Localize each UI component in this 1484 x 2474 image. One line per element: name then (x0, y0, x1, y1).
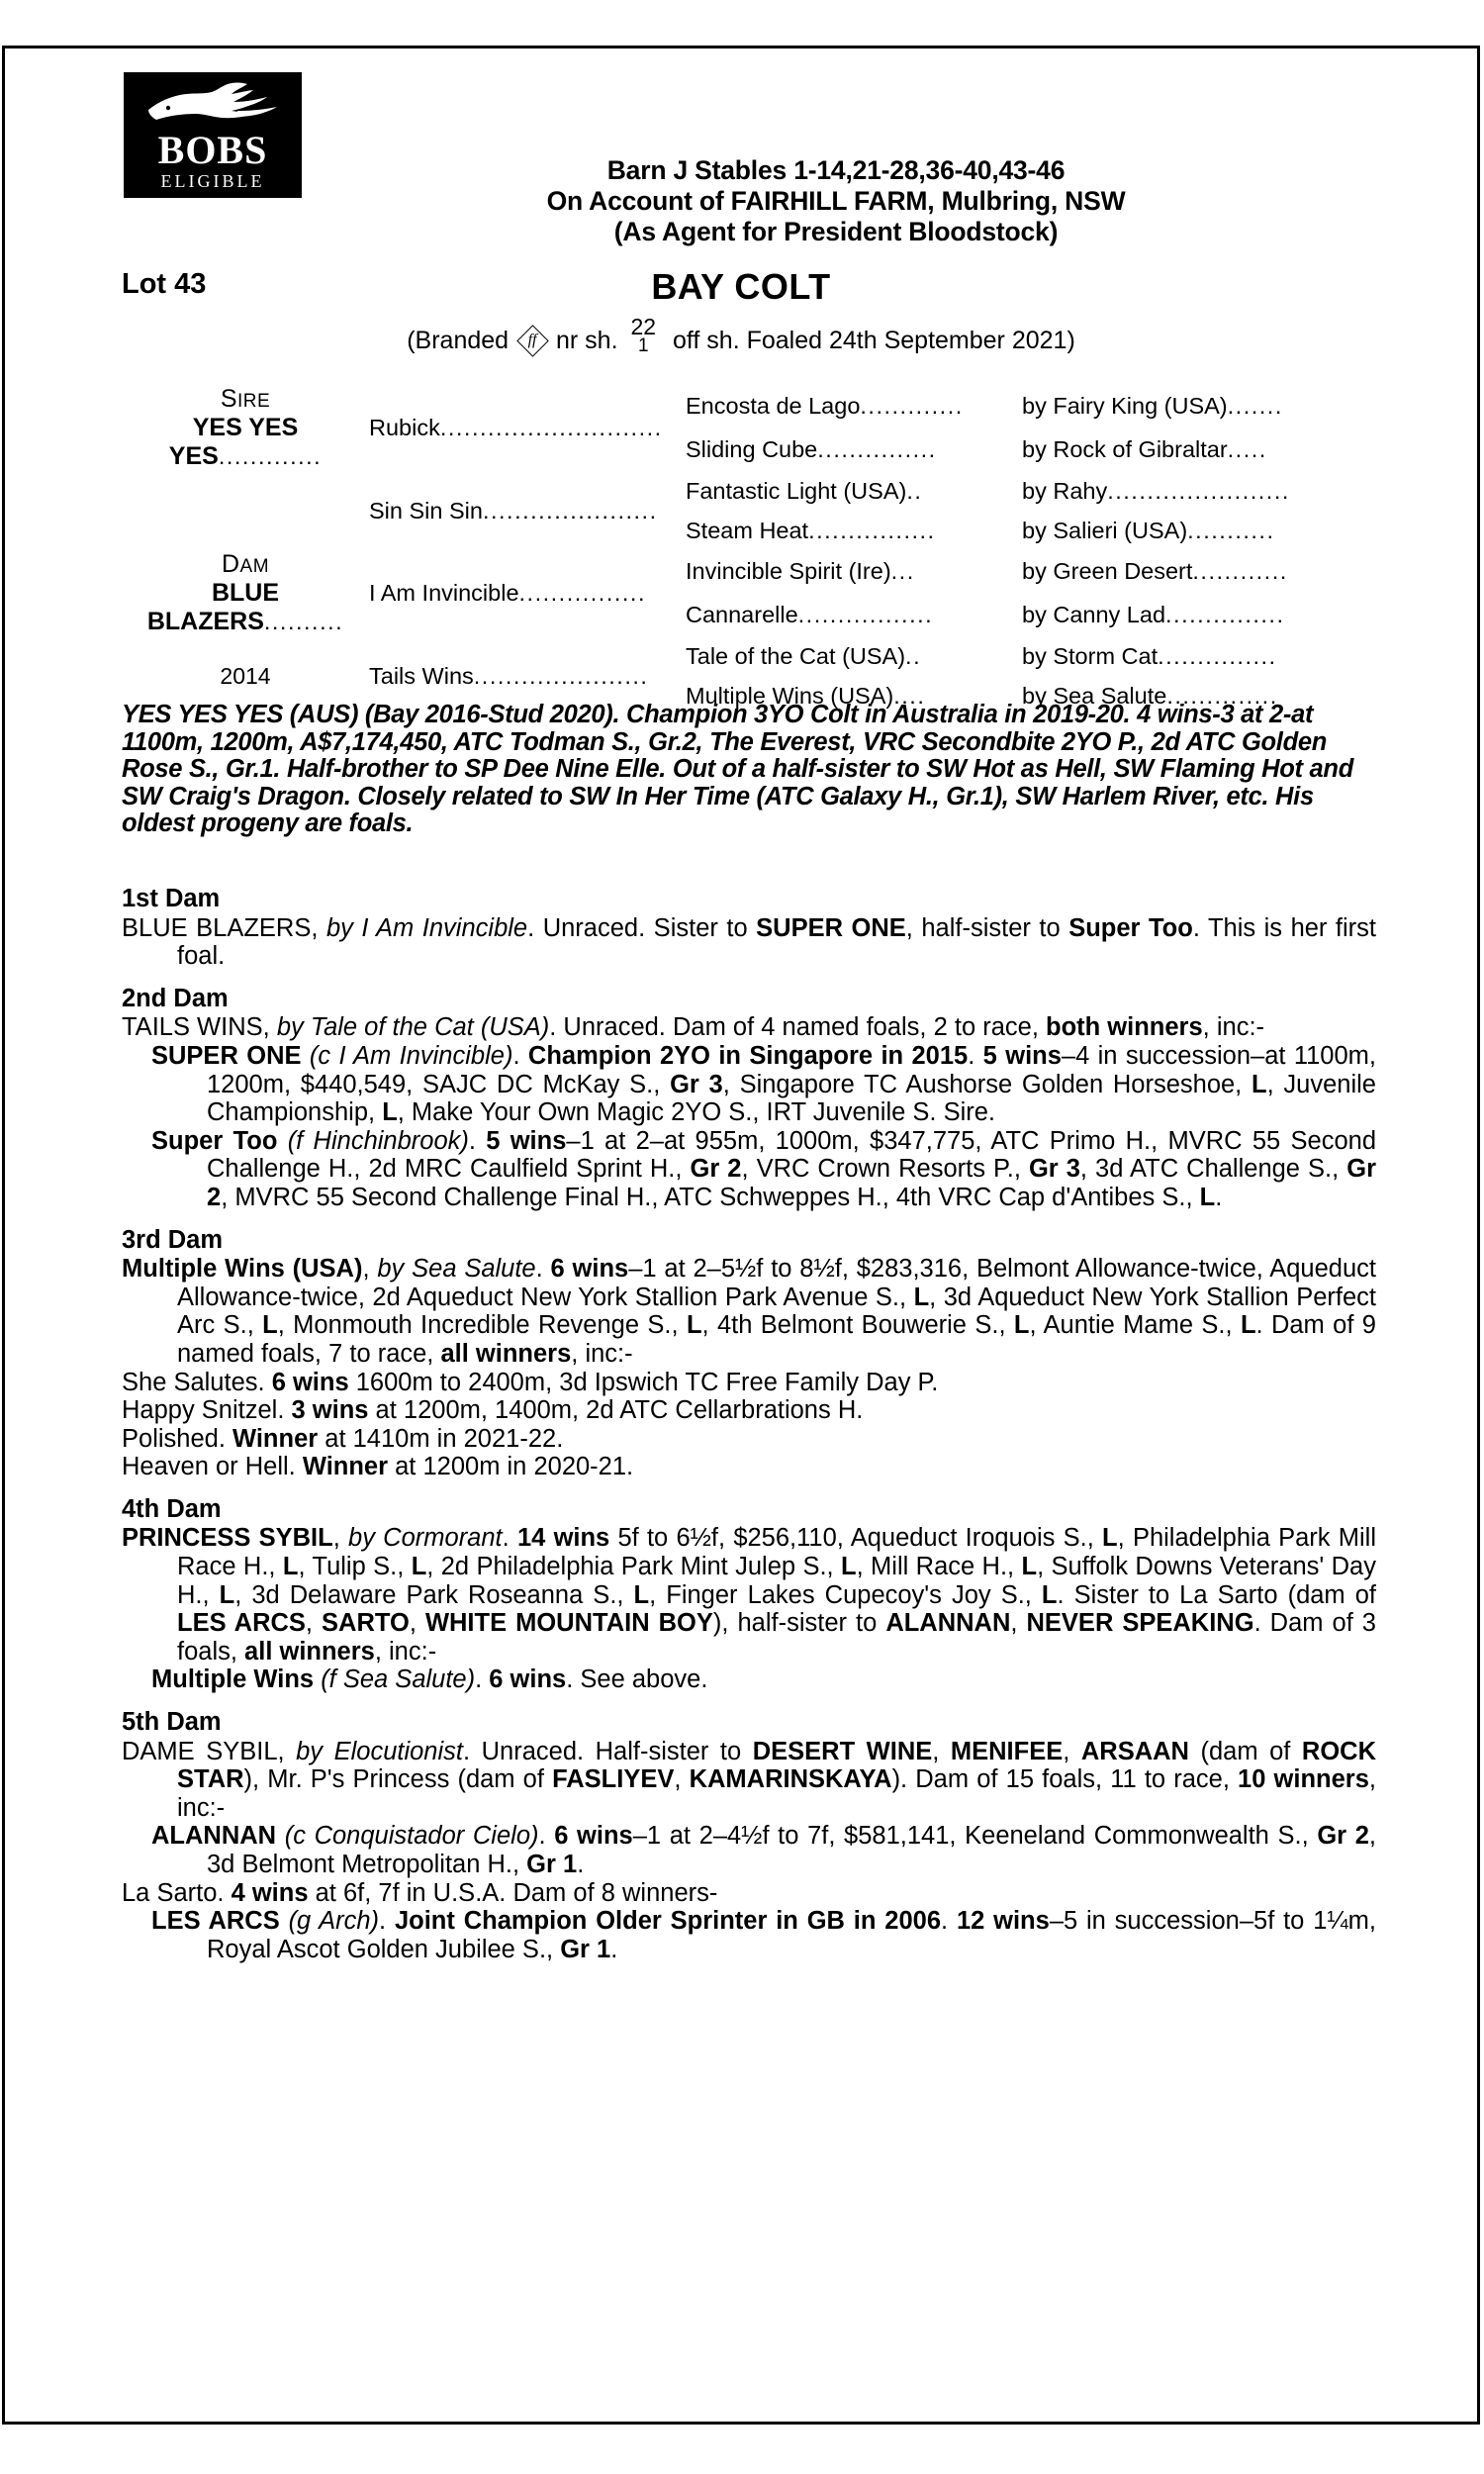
gen3-bydots-1: ....... (1227, 393, 1283, 420)
emphasis-bold: 5 wins (486, 1126, 567, 1155)
brand-prefix: (Branded (407, 327, 510, 354)
text-run: . Dam of 9 named foals, 7 to race, (177, 1311, 1376, 1368)
pedigree-entry (122, 1042, 1376, 1127)
gen2-dots-1: ............................ (439, 415, 663, 440)
emphasis-bold: L (1102, 1524, 1118, 1553)
text-run: , Philadelphia Park Mill Race H., (177, 1524, 1377, 1581)
emphasis-italic: (c I Am Invincible) (309, 1041, 513, 1070)
bobs-logo-word: BOBS (157, 128, 268, 172)
emphasis-bold: 6 wins (554, 1822, 633, 1851)
pedigree-entry (122, 1127, 1376, 1212)
text-run: 5f to 6½f, $256,110, Aqueduct Iroquois S., (609, 1524, 1103, 1553)
emphasis-bold: L (686, 1311, 702, 1340)
gen3-name-2: Sliding Cube (686, 435, 818, 462)
page-header (5, 62, 1477, 246)
gen2-cell-1 (369, 385, 686, 471)
text-run: at 1410m in 2021-22. (318, 1424, 564, 1453)
text-run: , (332, 1524, 349, 1553)
emphasis-bold: 12 wins (956, 1907, 1050, 1936)
text-run: , (1063, 1737, 1081, 1765)
emphasis-bold: 6 wins (489, 1665, 567, 1694)
gen3-dots-5: ... (890, 558, 915, 585)
gen3-by-cell-4 (1022, 511, 1378, 550)
text-run: –1 at 2–5½f to 8½f, $283,316, Belmont Allowance-twice, Aqueduct Allowance-twice, 2d Aqueduct New York Stallion Park Avenue S., (177, 1255, 1376, 1311)
gen3-name-7: Tale of the Cat (USA) (686, 642, 906, 669)
emphasis-bold: Gr 3 (670, 1070, 723, 1098)
emphasis-bold: Gr 3 (1028, 1155, 1080, 1184)
gen3-name-3: Fantastic Light (USA) (686, 477, 907, 504)
emphasis-bold: ROCK STAR (177, 1737, 1377, 1794)
gen3-by-cell-2 (1022, 428, 1378, 472)
text-run: . (475, 1665, 490, 1694)
emphasis-bold: L (1199, 1183, 1216, 1211)
gen3-dots-6: ................. (797, 601, 934, 627)
pedigree-entry (122, 1524, 1376, 1665)
gen3-dots-3: .. (906, 477, 923, 504)
gen3-cell-1 (686, 385, 1022, 428)
emphasis-bold: Gr 2 (1317, 1822, 1369, 1851)
text-run: , inc:- (374, 1637, 437, 1665)
text-run: , MVRC 55 Second Challenge Final H., ATC Schweppes H., 4th VRC Cap d'Antibes S., (221, 1183, 1200, 1211)
text-run: , Auntie Mame S., (1029, 1311, 1241, 1340)
emphasis-bold: WHITE MOUNTAIN BOY (424, 1609, 713, 1638)
brand-numerator: 22 (630, 314, 657, 339)
sire-name: YES YES YES (168, 414, 299, 470)
pedigree-entry (122, 1425, 1376, 1454)
text-run: (dam of (1188, 1737, 1302, 1765)
gen3-by-cell-3 (1022, 471, 1378, 511)
text-run: . Unraced. Dam of 4 named foals, 2 to race, (549, 1013, 1046, 1042)
text-run: La Sarto. (122, 1878, 232, 1907)
gen3-by-1: by Fairy King (USA) (1022, 393, 1228, 420)
pedigree-entry (122, 1013, 1376, 1042)
emphasis-bold: L (1240, 1311, 1256, 1340)
emphasis-italic: (c Conquistador Cielo) (284, 1822, 539, 1851)
gen3-bydots-8: .............. (1166, 682, 1278, 709)
text-run: . (1215, 1183, 1223, 1211)
brand-mid: nr sh. (555, 327, 618, 354)
gen3-cell-7 (686, 636, 1022, 676)
gen3-bydots-2: ..... (1227, 435, 1267, 462)
emphasis-bold: Multiple Wins (USA) (122, 1255, 363, 1284)
text-run: –1 at 2–4½f to 7f, $581,141, Keeneland Commonwealth S., (632, 1822, 1318, 1851)
gen2-name-2: Sin Sin Sin (369, 497, 483, 523)
gen3-by-cell-6 (1022, 594, 1378, 637)
text-run: , inc:- (571, 1339, 633, 1368)
pedigree-entry (122, 1369, 1376, 1397)
text-run: , Mill Race H., (856, 1553, 1022, 1581)
dam-label: DAM (221, 550, 270, 578)
text-run: TAILS WINS, (122, 1013, 277, 1042)
emphasis-bold: ALANNAN (151, 1822, 285, 1851)
pedigree-entry (122, 1822, 1376, 1878)
text-run: at 1200m in 2020-21. (388, 1453, 634, 1481)
emphasis-bold: all winners (440, 1339, 572, 1368)
emphasis-bold: NEVER SPEAKING (1026, 1609, 1254, 1638)
text-run: , (1010, 1609, 1027, 1638)
gen2-name-1: Rubick (369, 415, 440, 440)
gen3-bydots-7: ............... (1158, 642, 1277, 669)
emphasis-bold: L (633, 1580, 650, 1609)
pedigree-entry (122, 1879, 1376, 1908)
emphasis-italic: by Cormorant (348, 1524, 503, 1553)
emphasis-bold: Multiple Wins (151, 1665, 322, 1694)
vendor-details (302, 155, 1370, 247)
text-run: DAME SYBIL, (122, 1737, 297, 1765)
pedigree-entry (122, 1255, 1376, 1368)
text-run: , (305, 1609, 323, 1638)
catalogue-page (2, 46, 1480, 2425)
text-run: . (468, 1126, 487, 1155)
gen2-dots-3: ................ (518, 580, 646, 606)
text-run: , (362, 1255, 378, 1284)
gen2-dots-4: ...................... (473, 662, 649, 689)
agent-line: (As Agent for President Bloodstock) (613, 217, 1059, 246)
text-run: , (932, 1737, 951, 1765)
text-run: . (535, 1255, 551, 1284)
dam-heading: 5th Dam (122, 1708, 222, 1737)
gen3-dots-2: ............... (817, 435, 937, 462)
emphasis-bold: PRINCESS SYBIL (122, 1524, 333, 1553)
text-run: –4 in succession–at 1100m, 1200m, $440,549, SAJC DC McKay S., (207, 1041, 1376, 1098)
gen3-by-6: by Canny Lad (1022, 601, 1166, 627)
text-run: , Singapore TC Aushorse Golden Horseshoe, (722, 1070, 1252, 1098)
text-run: . This is her first foal. (177, 913, 1377, 971)
emphasis-bold: L (913, 1283, 930, 1311)
emphasis-bold: Super Too (1068, 913, 1193, 942)
pedigree-entry (122, 1738, 1376, 1823)
text-run: . (577, 1851, 585, 1878)
text-run: , Suffolk Downs Veterans' Day H., (177, 1553, 1376, 1609)
emphasis-bold: both winners (1046, 1013, 1203, 1042)
dam-heading: 2nd Dam (122, 984, 229, 1012)
gen3-by-cell-7 (1022, 636, 1378, 676)
emphasis-bold: SUPER ONE (756, 913, 906, 942)
bobs-eligible-logo (124, 72, 302, 198)
gen3-cell-2 (686, 428, 1022, 472)
text-run: , inc:- (177, 1765, 1376, 1822)
text-run: . Sister to La Sarto (dam of (1057, 1580, 1376, 1609)
emphasis-bold: L (841, 1553, 857, 1581)
emphasis-bold: Winner (232, 1424, 319, 1453)
emphasis-italic: (f Sea Salute) (321, 1665, 476, 1694)
gen3-name-6: Cannarelle (686, 601, 798, 627)
text-run: –5 in succession–5f to 1¼m, Royal Ascot Golden Jubilee S., (207, 1907, 1376, 1963)
emphasis-bold: all winners (244, 1637, 375, 1665)
text-run: , Monmouth Incredible Revenge S., (277, 1311, 687, 1340)
pedigree-body (122, 885, 1376, 1963)
text-run: . See above. (566, 1665, 708, 1694)
pedigree-table (122, 385, 1378, 715)
text-run: , 4th Belmont Bouwerie S., (701, 1311, 1014, 1340)
text-run: at 6f, 7f in U.S.A. Dam of 8 winners- (308, 1878, 718, 1907)
text-run: . (941, 1907, 957, 1936)
gen3-by-8: by Sea Salute (1022, 682, 1167, 709)
emphasis-bold: ALANNAN (885, 1609, 1011, 1638)
sire-cell (122, 385, 369, 471)
gen3-by-cell-1 (1022, 385, 1378, 428)
gen2-cell-3 (369, 550, 686, 636)
barn-line: Barn J Stables 1-14,21-28,36-40,43-46 (606, 155, 1066, 185)
emphasis-bold: SARTO (322, 1609, 410, 1638)
emphasis-italic: by Sea Salute (377, 1255, 536, 1284)
gen3-bydots-4: ........... (1187, 517, 1275, 543)
dam-dots: .......... (263, 609, 344, 634)
pedigree-entry (122, 1907, 1376, 1963)
bobs-logo-subtitle: ELIGIBLE (160, 171, 265, 191)
gen3-dots-8: .... (893, 682, 926, 709)
text-run: , 3d Aqueduct New York Stallion Perfect Arc S., (177, 1283, 1376, 1340)
emphasis-bold: KAMARINSKAYA (689, 1765, 892, 1794)
emphasis-bold: 6 wins (550, 1255, 629, 1284)
gen2-name-4: Tails Wins (369, 662, 474, 689)
emphasis-bold: DESERT WINE (752, 1737, 933, 1765)
text-run: , Make Your Own Magic 2YO S., IRT Juvenile S. Sire. (397, 1098, 996, 1127)
text-run: ), Mr. P's Princess (dam of (243, 1765, 553, 1794)
text-run: , Tulip S., (298, 1553, 412, 1581)
gen3-by-2: by Rock of Gibraltar (1022, 435, 1228, 462)
gen3-by-cell-5 (1022, 550, 1378, 594)
emphasis-bold: L (1021, 1553, 1038, 1581)
brand-glyph: ff (527, 332, 537, 348)
emphasis-bold: FASLIYEV (552, 1765, 675, 1794)
gen3-cell-3 (686, 471, 1022, 511)
text-run: . (512, 1041, 528, 1070)
emphasis-bold: 3 wins (291, 1396, 369, 1425)
text-run: , 3d Belmont Metropolitan H., (207, 1822, 1376, 1878)
gen3-name-1: Encosta de Lago (686, 393, 861, 420)
emphasis-italic: by Elocutionist (296, 1737, 463, 1765)
dam-name-row (122, 579, 369, 636)
emphasis-bold: 14 wins (516, 1524, 610, 1553)
gen3-name-4: Steam Heat (686, 517, 809, 543)
gen3-cell-5 (686, 550, 1022, 594)
text-run: Heaven or Hell. (122, 1453, 303, 1481)
text-run: . (610, 1935, 618, 1963)
account-line: On Account of FAIRHILL FARM, Mulbring, NSW (546, 186, 1126, 216)
branding-line (5, 314, 1477, 357)
dam-year: 2014 (220, 662, 271, 689)
gen3-by-3: by Rahy (1022, 477, 1108, 504)
brand-diamond-icon (517, 326, 547, 355)
text-run: She Salutes. (122, 1368, 272, 1396)
sire-name-row (122, 414, 369, 471)
emphasis-bold: L (1041, 1580, 1058, 1609)
emphasis-italic: by I Am Invincible (325, 913, 528, 942)
text-run: , VRC Crown Resorts P., (741, 1155, 1029, 1184)
emphasis-bold: Champion 2YO in Singapore in 2015 (527, 1041, 969, 1070)
text-run: . (968, 1041, 983, 1070)
emphasis-bold: L (1013, 1311, 1030, 1340)
text-run: . Unraced. Sister to (527, 913, 757, 942)
gen2-dots-2: ...................... (482, 497, 658, 523)
emphasis-bold: ARSAAN (1080, 1737, 1189, 1765)
emphasis-bold: 10 winners (1238, 1765, 1369, 1794)
text-run: , half-sister to (905, 913, 1069, 942)
text-run: . (379, 1907, 395, 1936)
dam-name: BLUE BLAZERS (146, 579, 280, 635)
emphasis-bold: L (219, 1580, 235, 1609)
text-run: BLUE BLAZERS, (122, 913, 326, 942)
gen3-name-5: Invincible Spirit (Ire) (686, 558, 891, 585)
emphasis-bold: Winner (302, 1453, 389, 1481)
gen3-by-4: by Salieri (USA) (1022, 517, 1188, 543)
dam-heading: 3rd Dam (122, 1225, 224, 1254)
emphasis-bold: Super Too (151, 1126, 288, 1155)
gen3-bydots-5: ............ (1192, 558, 1288, 585)
lot-number: Lot 43 (122, 268, 207, 300)
text-run: , Finger Lakes Cupecoy's Joy S., (649, 1580, 1042, 1609)
emphasis-bold: L (262, 1311, 278, 1340)
brand-suffix: off sh. Foaled 24th September 2021) (673, 327, 1075, 354)
emphasis-bold: Gr 1 (560, 1935, 611, 1963)
emphasis-bold: LES ARCS (151, 1907, 289, 1936)
text-run: , (674, 1765, 690, 1794)
gen3-by-7: by Storm Cat (1022, 642, 1159, 669)
text-run: , Juvenile Championship, (207, 1070, 1376, 1127)
dam-heading: 4th Dam (122, 1494, 222, 1523)
gen3-cell-4 (686, 511, 1022, 550)
emphasis-bold: Gr 2 (207, 1155, 1376, 1211)
gen2-name-3: I Am Invincible (369, 580, 519, 606)
emphasis-bold: MENIFEE (950, 1737, 1064, 1765)
emphasis-italic: (g Arch) (288, 1907, 380, 1936)
text-run: Polished. (122, 1424, 232, 1453)
pedigree-entry (122, 1453, 1376, 1481)
text-run: at 1200m, 1400m, 2d ATC Cellarbrations H. (368, 1396, 864, 1425)
gen3-cell-6 (686, 594, 1022, 637)
text-run: . Unraced. Half-sister to (463, 1737, 753, 1765)
gen2-cell-2 (369, 471, 686, 550)
brand-denominator: 1 (637, 335, 649, 356)
emphasis-italic: by Tale of the Cat (USA) (276, 1013, 550, 1042)
text-run: , 3d Delaware Park Roseanna S., (234, 1580, 634, 1609)
text-run: –1 at 2–at 955m, 1000m, $347,775, ATC Primo H., MVRC 55 Second Challenge H., 2d MRC Caulfield Sprint H., (207, 1126, 1376, 1184)
emphasis-bold: LES ARCS (177, 1609, 306, 1638)
text-run: . (502, 1524, 517, 1553)
text-run: Happy Snitzel. (122, 1396, 292, 1425)
emphasis-bold: 6 wins (271, 1368, 349, 1396)
emphasis-bold: SUPER ONE (151, 1041, 310, 1070)
emphasis-bold: L (411, 1553, 427, 1581)
dam-cell (122, 550, 369, 636)
text-run: . (538, 1822, 555, 1851)
emphasis-bold: Joint Champion Older Sprinter in GB in 2006 (394, 1907, 942, 1936)
text-run: ), half-sister to (712, 1609, 886, 1638)
sire-summary-paragraph: YES YES YES (AUS) (Bay 2016-Stud 2020). Champion 3YO Colt in Australia in 2019-20. 4 wins-3 at 2-at 1100m, 1200m, A$7,174,450, ATC Todman S., Gr.2, The Everest, VRC Secondbite 2YO P., 2d ATC Golden Rose S., Gr.1. Half-brother to SP Dee Nine Elle. Out of a half-sister to SW Hot as Hell, SW Flaming Hot and SW Craig's Dragon. Closely related to SW In Her Time (ATC Galaxy H., Gr.1), SW Harlem River, etc. His oldest progeny are foals. (122, 701, 1353, 837)
gen3-bydots-6: ............... (1165, 601, 1285, 627)
text-run: . Dam of 3 foals, (177, 1609, 1376, 1665)
emphasis-bold: L (1252, 1070, 1267, 1098)
pedigree-entry (122, 1396, 1376, 1425)
page-title: BAY COLT (651, 266, 831, 307)
gen3-name-8: Multiple Wins (USA) (686, 682, 894, 709)
emphasis-bold: Gr 1 (526, 1851, 578, 1878)
horse-head-icon (139, 78, 287, 130)
gen3-dots-4: ................ (808, 517, 936, 543)
text-run: , 2d Philadelphia Park Mint Julep S., (426, 1553, 842, 1581)
dam-heading: 1st Dam (122, 885, 221, 912)
text-run: , 3d ATC Challenge S., (1079, 1155, 1347, 1184)
text-run: 1600m to 2400m, 3d Ipswich TC Free Family Day P. (348, 1368, 939, 1396)
gen3-by-5: by Green Desert (1022, 558, 1193, 585)
brand-fraction (630, 314, 657, 356)
emphasis-bold: Gr 2 (690, 1155, 742, 1184)
sire-label: SIRE (220, 385, 271, 413)
text-run: , inc:- (1202, 1013, 1265, 1042)
emphasis-bold: L (382, 1098, 398, 1127)
gen3-bydots-3: ....................... (1107, 477, 1290, 504)
gen3-dots-7: .. (905, 642, 922, 669)
text-run: ). Dam of 15 foals, 11 to race, (891, 1765, 1239, 1794)
pedigree-entry (122, 1665, 1376, 1694)
text-run: , (409, 1609, 425, 1638)
gen3-dots-1: ............. (860, 393, 964, 420)
emphasis-bold: L (282, 1553, 299, 1581)
emphasis-italic: (f Hinchinbrook) (287, 1126, 469, 1155)
lot-title-row (5, 268, 1477, 310)
emphasis-bold: 5 wins (982, 1041, 1062, 1070)
sire-dots: ............. (218, 443, 323, 469)
emphasis-bold: 4 wins (231, 1878, 309, 1907)
pedigree-entry (122, 914, 1376, 971)
